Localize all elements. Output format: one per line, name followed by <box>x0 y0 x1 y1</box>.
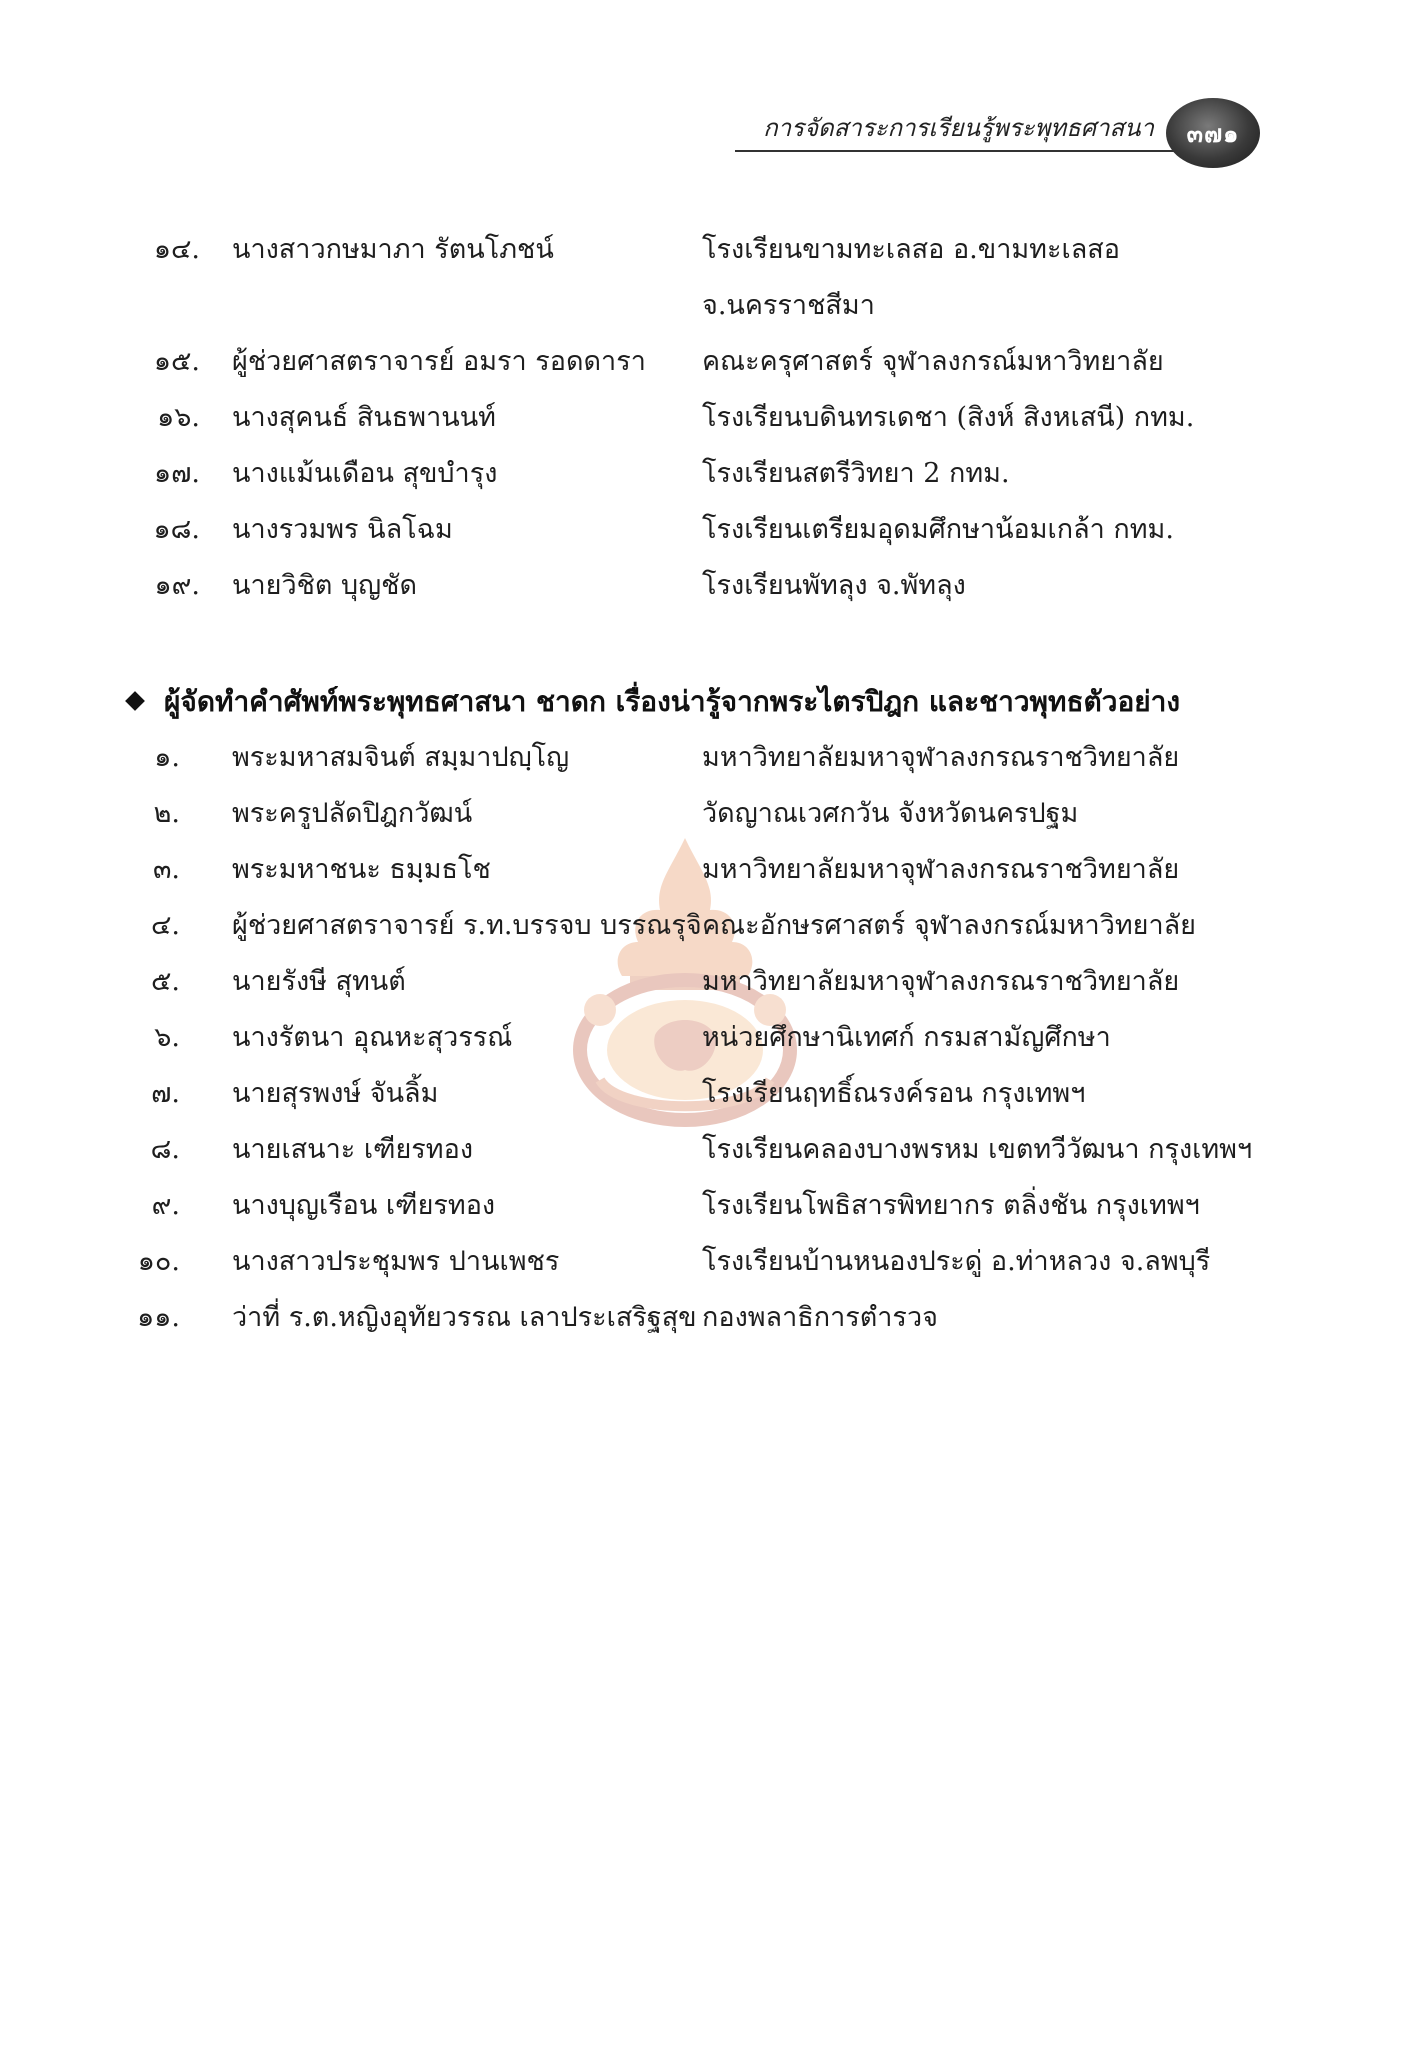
organization: กองพลาธิการตำรวจ <box>702 1302 938 1333</box>
organization: โรงเรียนฤทธิ์ณรงค์รอน กรุงเทพฯ <box>702 1078 1086 1109</box>
item-number: ๑๙. <box>154 570 200 601</box>
organization: หน่วยศึกษานิเทศก์ กรมสามัญศึกษา <box>702 1022 1111 1053</box>
organization: โรงเรียนพัทลุง จ.พัทลุง <box>702 570 966 601</box>
item-number: ๖. <box>154 1022 180 1053</box>
page-number: ๓๗๑ <box>1186 119 1240 148</box>
item-number: ๑๗. <box>153 458 200 489</box>
running-title: การจัดสาระการเรียนรู้พระพุทธศาสนา <box>763 114 1154 142</box>
organization: โรงเรียนสตรีวิทยา 2 กทม. <box>702 458 1010 489</box>
organization-continued: จ.นครราชสีมา <box>702 290 875 321</box>
organization: คณะครุศาสตร์ จุฬาลงกรณ์มหาวิทยาลัย <box>702 346 1164 377</box>
person-name: นายสุรพงษ์ จันลิ้ม <box>232 1078 439 1109</box>
organization: โรงเรียนคลองบางพรหม เขตทวีวัฒนา กรุงเทพฯ <box>702 1134 1253 1165</box>
section-heading <box>128 680 1180 724</box>
item-number: ๑๐. <box>137 1246 180 1277</box>
list-item <box>0 232 1414 321</box>
person-name: นางสาวกษมาภา รัตนโภชน์ <box>232 234 554 265</box>
person-name: พระมหาสมจินต์ สมฺมาปญฺโญ <box>232 742 570 773</box>
header-rule <box>735 150 1175 152</box>
item-number: ๑๑. <box>137 1302 180 1333</box>
organization: มหาวิทยาลัยมหาจุฬาลงกรณราชวิทยาลัย <box>702 966 1180 997</box>
item-number: ๙. <box>151 1190 180 1221</box>
item-number: ๑๘. <box>153 514 200 545</box>
item-number: ๑๕. <box>153 346 200 377</box>
item-number: ๑๖. <box>157 402 200 433</box>
person-name: นางบุญเรือน เฑียรทอง <box>232 1190 496 1221</box>
person-name: ผู้ช่วยศาสตราจารย์ อมรา รอดดารา <box>232 346 646 377</box>
person-name: พระครูปลัดปิฎกวัฒน์ <box>232 798 473 829</box>
organization: โรงเรียนบ้านหนองประดู่ อ.ท่าหลวง จ.ลพบุรี <box>702 1246 1211 1277</box>
organization: มหาวิทยาลัยมหาจุฬาลงกรณราชวิทยาลัย <box>702 742 1180 773</box>
organization: โรงเรียนขามทะเลสอ อ.ขามทะเลสอ <box>702 234 1120 265</box>
organization: มหาวิทยาลัยมหาจุฬาลงกรณราชวิทยาลัย <box>702 854 1180 885</box>
person-name: พระมหาชนะ ธมฺมธโช <box>232 854 491 885</box>
item-number: ๕. <box>150 966 180 997</box>
page-number-badge <box>1166 98 1260 168</box>
person-name: นางรวมพร นิลโฉม <box>232 514 453 545</box>
item-number: ๑. <box>154 742 180 773</box>
item-number: ๒. <box>153 798 180 829</box>
item-number: ๓. <box>152 854 180 885</box>
item-number: ๗. <box>151 1078 180 1109</box>
person-name: ผู้ช่วยศาสตราจารย์ ร.ท.บรรจบ บรรณรุจิ <box>232 910 702 941</box>
person-name: ว่าที่ ร.ต.หญิงอุทัยวรรณ เลาประเสริฐสุข <box>232 1302 697 1333</box>
organization: วัดญาณเวศกวัน จังหวัดนครปฐม <box>702 798 1079 829</box>
section-heading-text: ผู้จัดทำคำศัพท์พระพุทธศาสนา ชาดก เรื่องน่ารู้จากพระไตรปิฎก และชาวพุทธตัวอย่าง <box>164 685 1181 718</box>
person-name: นางรัตนา อุณหะสุวรรณ์ <box>232 1022 513 1053</box>
person-name: นางสุคนธ์ สินธพานนท์ <box>232 402 496 433</box>
person-name: นางแม้นเดือน สุขบำรุง <box>232 458 498 489</box>
person-name: นายรังษี สุทนต์ <box>232 966 406 997</box>
item-number: ๑๔. <box>153 234 200 265</box>
organization: โรงเรียนบดินทรเดชา (สิงห์ สิงหเสนี) กทม. <box>702 402 1195 433</box>
person-name: นายวิชิต บุญชัด <box>232 570 418 601</box>
diamond-bullet-icon <box>125 691 145 711</box>
organization: โรงเรียนโพธิสารพิทยากร ตลิ่งชัน กรุงเทพฯ <box>702 1190 1200 1221</box>
organization: คณะอักษรศาสตร์ จุฬาลงกรณ์มหาวิทยาลัย <box>702 910 1197 941</box>
item-number: ๔. <box>150 910 180 941</box>
person-name: นางสาวประชุมพร ปานเพชร <box>232 1246 560 1277</box>
item-number: ๘. <box>150 1134 180 1165</box>
organization: โรงเรียนเตรียมอุดมศึกษาน้อมเกล้า กทม. <box>702 514 1174 545</box>
person-name: นายเสนาะ เฑียรทอง <box>232 1134 474 1165</box>
